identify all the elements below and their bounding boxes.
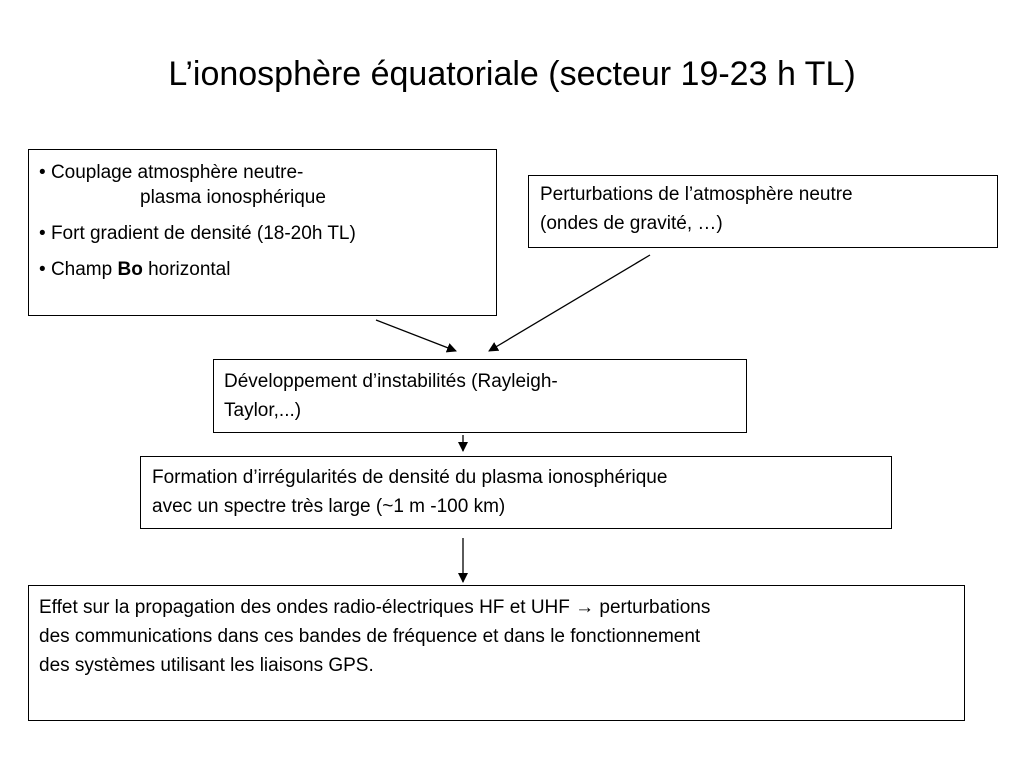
irregularities-line-1: Formation d’irrégularités de densité du plasma ionosphérique bbox=[152, 467, 668, 488]
bullet-marker: • bbox=[39, 259, 46, 280]
effect-line-2: des communications dans ces bandes de fréquence et dans le fonctionnement bbox=[39, 626, 701, 647]
coupling-text-line1: Couplage atmosphère neutre- bbox=[50, 162, 304, 183]
effect-line-1: Effet sur la propagation des ondes radio-électriques HF et UHF → perturbations bbox=[39, 597, 711, 618]
effect-box bbox=[28, 585, 965, 721]
perturbations-box bbox=[528, 175, 998, 248]
irregularities-line-2: avec un spectre très large (~1 m -100 km) bbox=[152, 496, 506, 517]
bullet-marker: • bbox=[39, 162, 46, 183]
field-bold-term: Bo bbox=[117, 259, 143, 280]
bullet-marker: • bbox=[39, 223, 46, 244]
arrow-perturbations-to-instability bbox=[489, 255, 650, 351]
bullet-gradient bbox=[39, 219, 488, 248]
conditions-box bbox=[28, 149, 497, 316]
perturbations-line-1: Perturbations de l’atmosphère neutre bbox=[540, 184, 853, 205]
instability-line-1: Développement d’instabilités (Rayleigh- bbox=[224, 371, 558, 392]
perturbations-line-2: (ondes de gravité, …) bbox=[540, 213, 723, 234]
irregularities-box bbox=[140, 456, 892, 529]
coupling-text-line2: plasma ionosphérique bbox=[140, 187, 326, 208]
arrow-conditions-to-instability bbox=[376, 320, 456, 351]
effect-line-3: des systèmes utilisant les liaisons GPS. bbox=[39, 655, 374, 676]
gradient-text: Fort gradient de densité (18-20h TL) bbox=[50, 223, 356, 244]
field-text-before: Champ bbox=[50, 259, 113, 280]
bullet-coupling bbox=[39, 158, 488, 212]
bullet-field bbox=[39, 255, 488, 284]
field-text-after: horizontal bbox=[148, 259, 231, 280]
slide-title: L’ionosphère équatoriale (secteur 19-23 h TL) bbox=[168, 55, 856, 93]
instability-box bbox=[213, 359, 747, 433]
instability-line-2: Taylor,...) bbox=[224, 400, 302, 421]
